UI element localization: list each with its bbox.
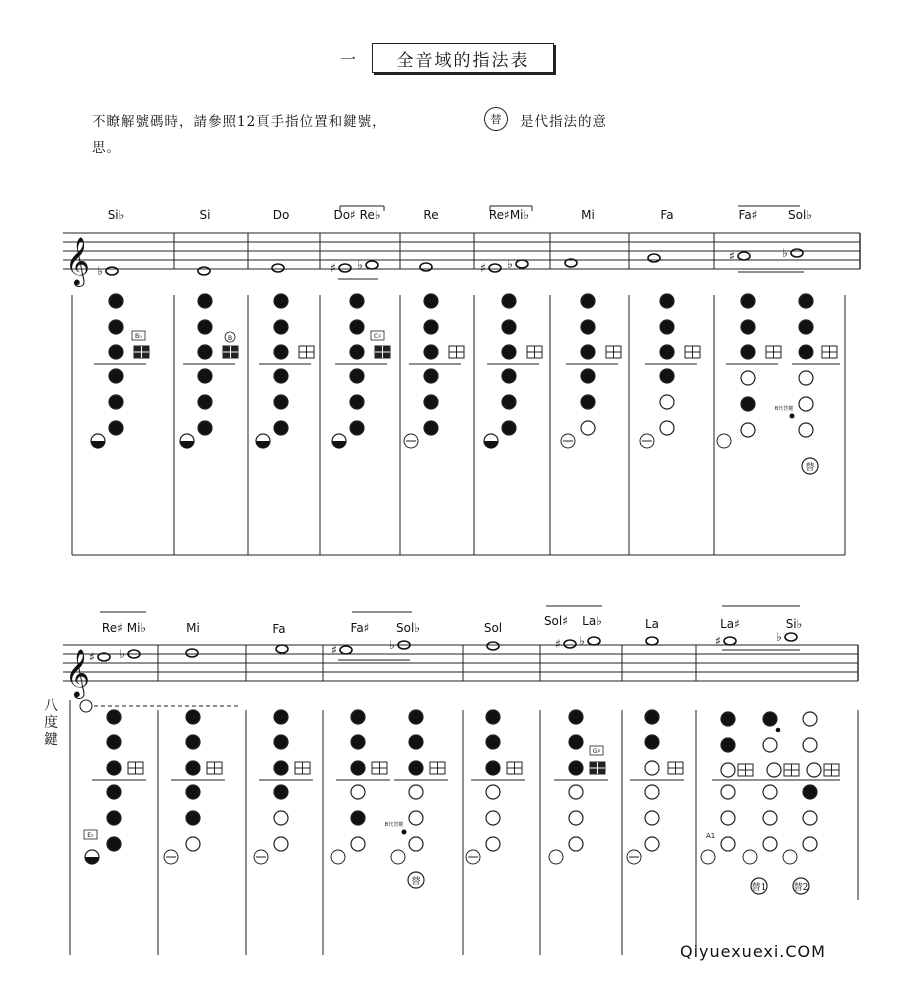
intro-text-1: 不瞭解號碼時，請參照12頁手指位置和鍵號， <box>92 114 387 130</box>
side-key-table <box>738 764 753 776</box>
whole-note <box>420 263 432 271</box>
closed-hole <box>424 369 438 383</box>
open-hole <box>409 837 423 851</box>
side-key-dot <box>790 414 795 419</box>
closed-hole <box>109 320 123 334</box>
closed-hole <box>351 710 365 724</box>
thumb-key <box>717 434 731 448</box>
closed-hole <box>186 785 200 799</box>
side-key-table <box>430 762 445 774</box>
closed-hole <box>660 369 674 383</box>
open-hole <box>721 763 735 777</box>
page-title: 全音域的指法表 <box>372 43 554 73</box>
open-hole <box>274 811 288 825</box>
side-key-table <box>822 346 837 358</box>
closed-hole <box>274 294 288 308</box>
side-key-table <box>527 346 542 358</box>
half-hole-fill <box>256 441 270 448</box>
open-hole <box>799 371 813 385</box>
side-key-table <box>207 762 222 774</box>
closed-hole <box>763 712 777 726</box>
closed-hole <box>198 320 212 334</box>
closed-hole <box>107 710 121 724</box>
closed-hole <box>409 761 423 775</box>
closed-hole <box>186 761 200 775</box>
closed-hole <box>109 369 123 383</box>
side-key-table <box>824 764 839 776</box>
note-label: Do <box>272 208 290 222</box>
closed-hole <box>109 345 123 359</box>
note-label: Mi <box>581 208 595 222</box>
side-key-table <box>606 346 621 358</box>
closed-hole <box>721 738 735 752</box>
open-hole <box>486 811 500 825</box>
accidental: ♭ <box>119 647 125 661</box>
half-hole-fill <box>91 441 105 448</box>
closed-hole <box>581 395 595 409</box>
thumb-key <box>783 850 797 864</box>
closed-hole <box>581 369 595 383</box>
alt-badge: 替 <box>411 877 421 887</box>
closed-hole <box>274 421 288 435</box>
side-key-table <box>685 346 700 358</box>
side-key-table <box>134 346 149 358</box>
closed-hole <box>581 294 595 308</box>
open-hole <box>274 837 288 851</box>
closed-hole <box>424 345 438 359</box>
note-label: Si <box>199 208 211 222</box>
open-hole <box>486 785 500 799</box>
key-tag-label: C♯ <box>373 333 382 340</box>
octave-key <box>80 700 92 712</box>
closed-hole <box>660 345 674 359</box>
open-hole <box>660 395 674 409</box>
closed-hole <box>109 294 123 308</box>
note-label: Re♯ Mi♭ <box>101 621 147 635</box>
accidental: ♭ <box>579 634 585 648</box>
open-hole <box>767 763 781 777</box>
open-hole <box>763 785 777 799</box>
half-hole-fill <box>484 441 498 448</box>
whole-note <box>785 633 797 641</box>
note-label: Fa <box>272 622 286 636</box>
open-hole <box>569 785 583 799</box>
closed-hole <box>502 345 516 359</box>
open-hole <box>803 712 817 726</box>
closed-hole <box>107 785 121 799</box>
side-key-table <box>299 346 314 358</box>
side-note: B代替鍵 <box>384 822 404 828</box>
thumb-key <box>391 850 405 864</box>
note-label: Re♯Mi♭ <box>488 208 530 222</box>
closed-hole <box>198 395 212 409</box>
whole-note <box>516 260 528 268</box>
whole-note <box>791 249 803 257</box>
closed-hole <box>186 735 200 749</box>
note-label: Sol <box>483 621 503 635</box>
whole-note <box>340 646 352 654</box>
closed-hole <box>424 294 438 308</box>
closed-hole <box>186 811 200 825</box>
whole-note <box>588 637 600 645</box>
accidental: ♯ <box>480 261 486 275</box>
half-hole-fill <box>332 441 346 448</box>
open-hole <box>351 785 365 799</box>
closed-hole <box>741 320 755 334</box>
closed-hole <box>186 710 200 724</box>
closed-hole <box>274 761 288 775</box>
open-hole <box>721 785 735 799</box>
closed-hole <box>107 761 121 775</box>
closed-hole <box>486 735 500 749</box>
open-hole <box>799 397 813 411</box>
closed-hole <box>741 345 755 359</box>
closed-hole <box>198 421 212 435</box>
closed-hole <box>350 345 364 359</box>
intro-text-2: 是代指法的意 <box>520 114 607 130</box>
closed-hole <box>581 345 595 359</box>
accidental: ♯ <box>729 249 735 263</box>
accidental: ♯ <box>715 634 721 648</box>
open-hole <box>351 837 365 851</box>
accidental: ♭ <box>776 630 782 644</box>
accidental: ♭ <box>357 258 363 272</box>
side-key-table <box>668 762 683 774</box>
whole-note <box>646 637 658 645</box>
thumb-key <box>743 850 757 864</box>
open-hole <box>803 837 817 851</box>
closed-hole <box>274 735 288 749</box>
closed-hole <box>274 395 288 409</box>
accidental: ♭ <box>97 264 103 278</box>
treble-clef: 𝄞 <box>65 648 90 697</box>
closed-hole <box>741 294 755 308</box>
closed-hole <box>107 837 121 851</box>
whole-note <box>738 252 750 260</box>
thumb-key <box>331 850 345 864</box>
accidental: ♯ <box>331 643 337 657</box>
note-label: Fa♯ <box>738 208 758 222</box>
closed-hole <box>502 369 516 383</box>
note-sublabel: Si♭ <box>785 617 803 631</box>
closed-hole <box>350 369 364 383</box>
open-hole <box>660 421 674 435</box>
note-label: Do♯ Re♭ <box>333 208 381 222</box>
closed-hole <box>198 294 212 308</box>
open-hole <box>741 423 755 437</box>
closed-hole <box>502 320 516 334</box>
note-sublabel: Sol♭ <box>788 208 812 222</box>
whole-note <box>648 254 660 262</box>
whole-note <box>106 267 118 275</box>
half-hole-fill <box>85 857 99 864</box>
open-hole <box>645 761 659 775</box>
half-hole-fill <box>180 441 194 448</box>
side-key-table <box>375 346 390 358</box>
whole-note <box>487 642 499 650</box>
open-hole <box>581 421 595 435</box>
accidental: ♯ <box>555 637 561 651</box>
accidental: ♯ <box>330 261 336 275</box>
closed-hole <box>274 345 288 359</box>
accidental: ♭ <box>507 257 513 271</box>
closed-hole <box>350 395 364 409</box>
closed-hole <box>107 811 121 825</box>
octave-key-label: 八度鍵 <box>44 698 58 748</box>
note-sublabel: La♭ <box>582 614 602 628</box>
whole-note <box>564 640 576 648</box>
closed-hole <box>486 710 500 724</box>
accidental: ♯ <box>89 650 95 664</box>
closed-hole <box>486 761 500 775</box>
whole-note <box>272 264 284 272</box>
whole-note <box>366 261 378 269</box>
note-label: Mi <box>186 621 200 635</box>
closed-hole <box>721 712 735 726</box>
closed-hole <box>645 735 659 749</box>
closed-hole <box>351 811 365 825</box>
accidental: ♭ <box>389 638 395 652</box>
closed-hole <box>198 369 212 383</box>
whole-note <box>724 637 736 645</box>
closed-hole <box>660 294 674 308</box>
note-label: La <box>644 617 660 631</box>
side-key-table <box>295 762 310 774</box>
closed-hole <box>107 735 121 749</box>
alt-fingering-badge: 替 <box>484 107 508 131</box>
closed-hole <box>502 421 516 435</box>
closed-hole <box>581 320 595 334</box>
closed-hole <box>351 761 365 775</box>
side-key-table <box>128 762 143 774</box>
closed-hole <box>409 735 423 749</box>
side-key-table <box>449 346 464 358</box>
open-hole <box>803 738 817 752</box>
side-key-table <box>507 762 522 774</box>
closed-hole <box>350 320 364 334</box>
side-key-table <box>766 346 781 358</box>
note-label: Re <box>423 208 439 222</box>
closed-hole <box>274 369 288 383</box>
open-hole <box>807 763 821 777</box>
whole-note <box>198 267 210 275</box>
watermark: Qiyuexuexi.COM <box>680 942 826 961</box>
open-hole <box>569 811 583 825</box>
closed-hole <box>350 421 364 435</box>
open-hole <box>645 785 659 799</box>
side-key-table <box>784 764 799 776</box>
side-key-table <box>223 346 238 358</box>
closed-hole <box>274 320 288 334</box>
treble-clef: 𝄞 <box>65 236 90 285</box>
open-hole <box>763 837 777 851</box>
closed-hole <box>109 395 123 409</box>
open-hole <box>721 837 735 851</box>
key-tag-label: G♯ <box>592 748 601 755</box>
closed-hole <box>502 395 516 409</box>
open-hole <box>763 811 777 825</box>
whole-note <box>489 264 501 272</box>
closed-hole <box>799 320 813 334</box>
thumb-key <box>549 850 563 864</box>
key-tag-label: B♭ <box>135 333 142 340</box>
alt-badge-2: 替2 <box>793 883 809 893</box>
note-label: Fa♯ <box>350 621 370 635</box>
closed-hole <box>799 294 813 308</box>
closed-hole <box>351 735 365 749</box>
whole-note <box>186 649 198 657</box>
open-hole <box>409 811 423 825</box>
title-dash: 一 <box>340 50 357 69</box>
open-hole <box>645 837 659 851</box>
note-sublabel: Sol♭ <box>396 621 420 635</box>
open-hole <box>721 811 735 825</box>
open-hole <box>799 423 813 437</box>
open-hole <box>569 837 583 851</box>
closed-hole <box>660 320 674 334</box>
intro-text-3: 思。 <box>92 140 121 156</box>
closed-hole <box>424 421 438 435</box>
side-key-table <box>590 762 605 774</box>
side-key-dot <box>776 728 781 733</box>
closed-hole <box>109 421 123 435</box>
note-label: Si♭ <box>107 208 125 222</box>
closed-hole <box>799 345 813 359</box>
whole-note <box>276 645 288 653</box>
note-label: Fa <box>660 208 674 222</box>
key-tag-label: A1 <box>706 832 716 840</box>
closed-hole <box>274 710 288 724</box>
closed-hole <box>569 761 583 775</box>
open-hole <box>409 785 423 799</box>
closed-hole <box>424 395 438 409</box>
closed-hole <box>409 710 423 724</box>
thumb-key <box>701 850 715 864</box>
key-tag-label: E♭ <box>87 832 94 839</box>
side-note: B代替鍵 <box>774 406 794 412</box>
open-hole <box>763 738 777 752</box>
closed-hole <box>569 710 583 724</box>
closed-hole <box>274 785 288 799</box>
open-hole <box>741 371 755 385</box>
alt-badge: 替 <box>805 463 815 473</box>
closed-hole <box>645 710 659 724</box>
open-hole <box>645 811 659 825</box>
open-hole <box>486 837 500 851</box>
closed-hole <box>350 294 364 308</box>
side-key-dot <box>402 830 407 835</box>
key-tag-label: B <box>227 335 233 342</box>
note-label: Sol♯ <box>543 614 569 628</box>
alt-badge-1: 替1 <box>751 883 767 893</box>
closed-hole <box>198 345 212 359</box>
accidental: ♭ <box>782 246 788 260</box>
closed-hole <box>741 397 755 411</box>
whole-note <box>339 264 351 272</box>
closed-hole <box>424 320 438 334</box>
closed-hole <box>803 785 817 799</box>
note-label: La♯ <box>720 617 740 631</box>
closed-hole <box>502 294 516 308</box>
open-hole <box>186 837 200 851</box>
closed-hole <box>569 735 583 749</box>
side-key-table <box>372 762 387 774</box>
open-hole <box>803 811 817 825</box>
